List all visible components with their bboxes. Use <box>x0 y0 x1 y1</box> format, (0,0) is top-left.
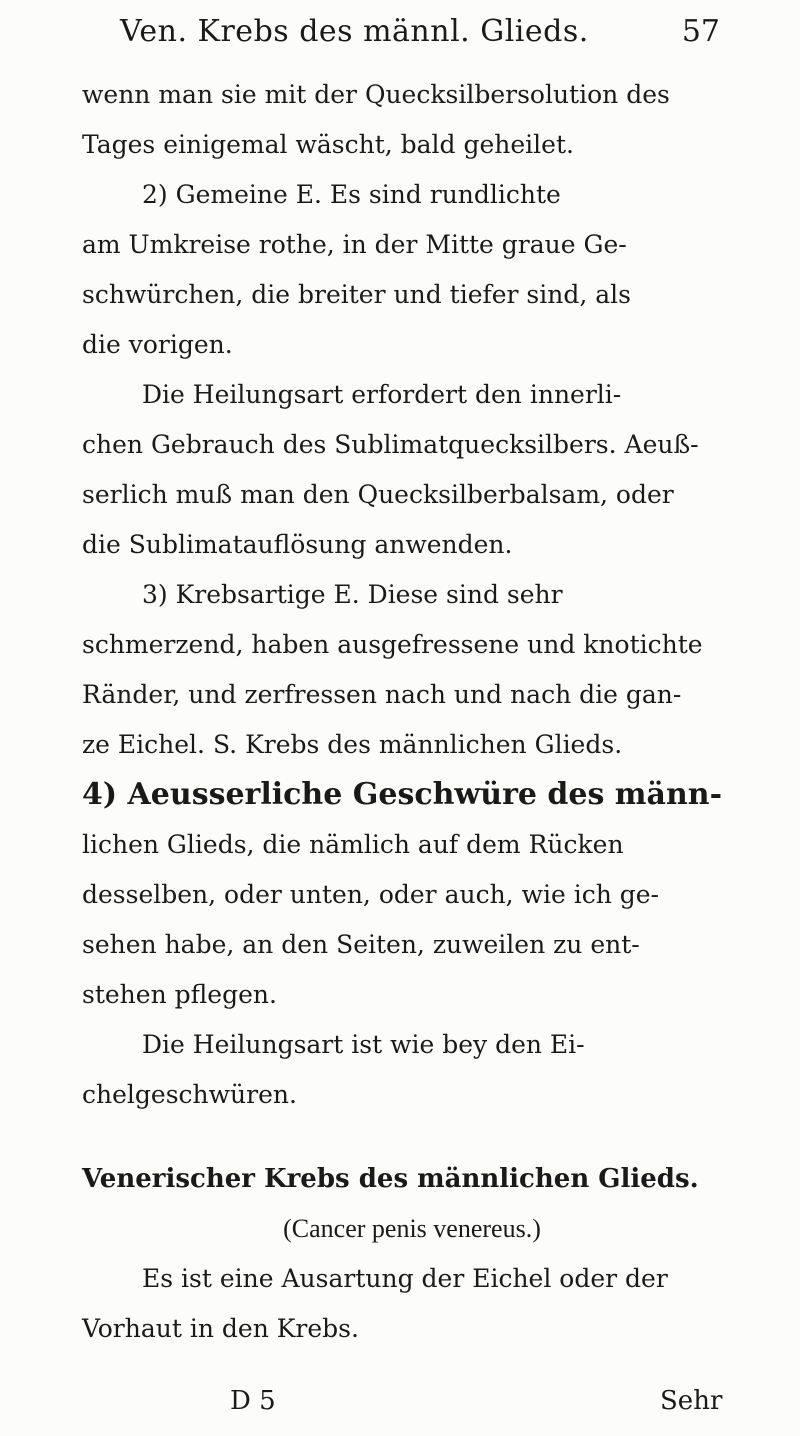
text-line: Ränder, und zerfressen nach und nach die gan- <box>82 680 682 709</box>
text-line: schwürchen, die breiter und tiefer sind, als <box>82 280 631 309</box>
text-line: die Sublimatauflösung anwenden. <box>82 530 513 559</box>
section-heading-line: 3) Krebsartige E. Diese sind sehr <box>142 580 563 609</box>
text-line: stehen pflegen. <box>82 980 277 1009</box>
text-line: Es ist eine Ausartung der Eichel oder der <box>142 1264 668 1293</box>
text-line: lichen Glieds, die nämlich auf dem Rücken <box>82 830 624 859</box>
text-line: chelgeschwüren. <box>82 1080 297 1109</box>
text-line: sehen habe, an den Seiten, zuweilen zu ent- <box>82 930 640 959</box>
section-heading-line: 4) Aeusserliche Geschwüre des männ- <box>82 777 723 812</box>
page-number: 57 <box>681 14 720 49</box>
chapter-title: Venerischer Krebs des männlichen Glieds. <box>82 1164 699 1194</box>
latin-subtitle: (Cancer penis venereus.) <box>283 1214 541 1243</box>
text-line: die vorigen. <box>82 330 233 359</box>
text-line: serlich muß man den Quecksilberbalsam, oder <box>82 480 674 509</box>
text-line: chen Gebrauch des Sublimatquecksilbers. Aeuß- <box>82 430 699 459</box>
text-line: ze Eichel. S. Krebs des männlichen Glieds. <box>82 730 623 759</box>
text-line: wenn man sie mit der Quecksilbersolution des <box>82 80 670 109</box>
text-line: desselben, oder unten, oder auch, wie ich ge- <box>82 880 660 909</box>
text-line: Tages einigemal wäscht, bald geheilet. <box>82 130 574 159</box>
blank-line <box>82 1120 742 1154</box>
running-head <box>120 14 720 66</box>
text-line: am Umkreise rothe, in der Mitte graue Ge- <box>82 230 627 259</box>
text-line: Vorhaut in den Krebs. <box>82 1314 359 1343</box>
text-line: Die Heilungsart ist wie bey den Ei- <box>142 1030 585 1059</box>
running-title: Ven. Krebs des männl. Glieds. <box>120 14 589 49</box>
section-heading-line: 2) Gemeine E. Es sind rundlichte <box>142 180 561 209</box>
body-text <box>82 70 742 1354</box>
signature-mark: D 5 <box>230 1386 276 1416</box>
text-line: Die Heilungsart erfordert den innerli- <box>142 380 622 409</box>
text-line: schmerzend, haben ausgefressene und knotichte <box>82 630 703 659</box>
catchword: Sehr <box>660 1386 723 1416</box>
